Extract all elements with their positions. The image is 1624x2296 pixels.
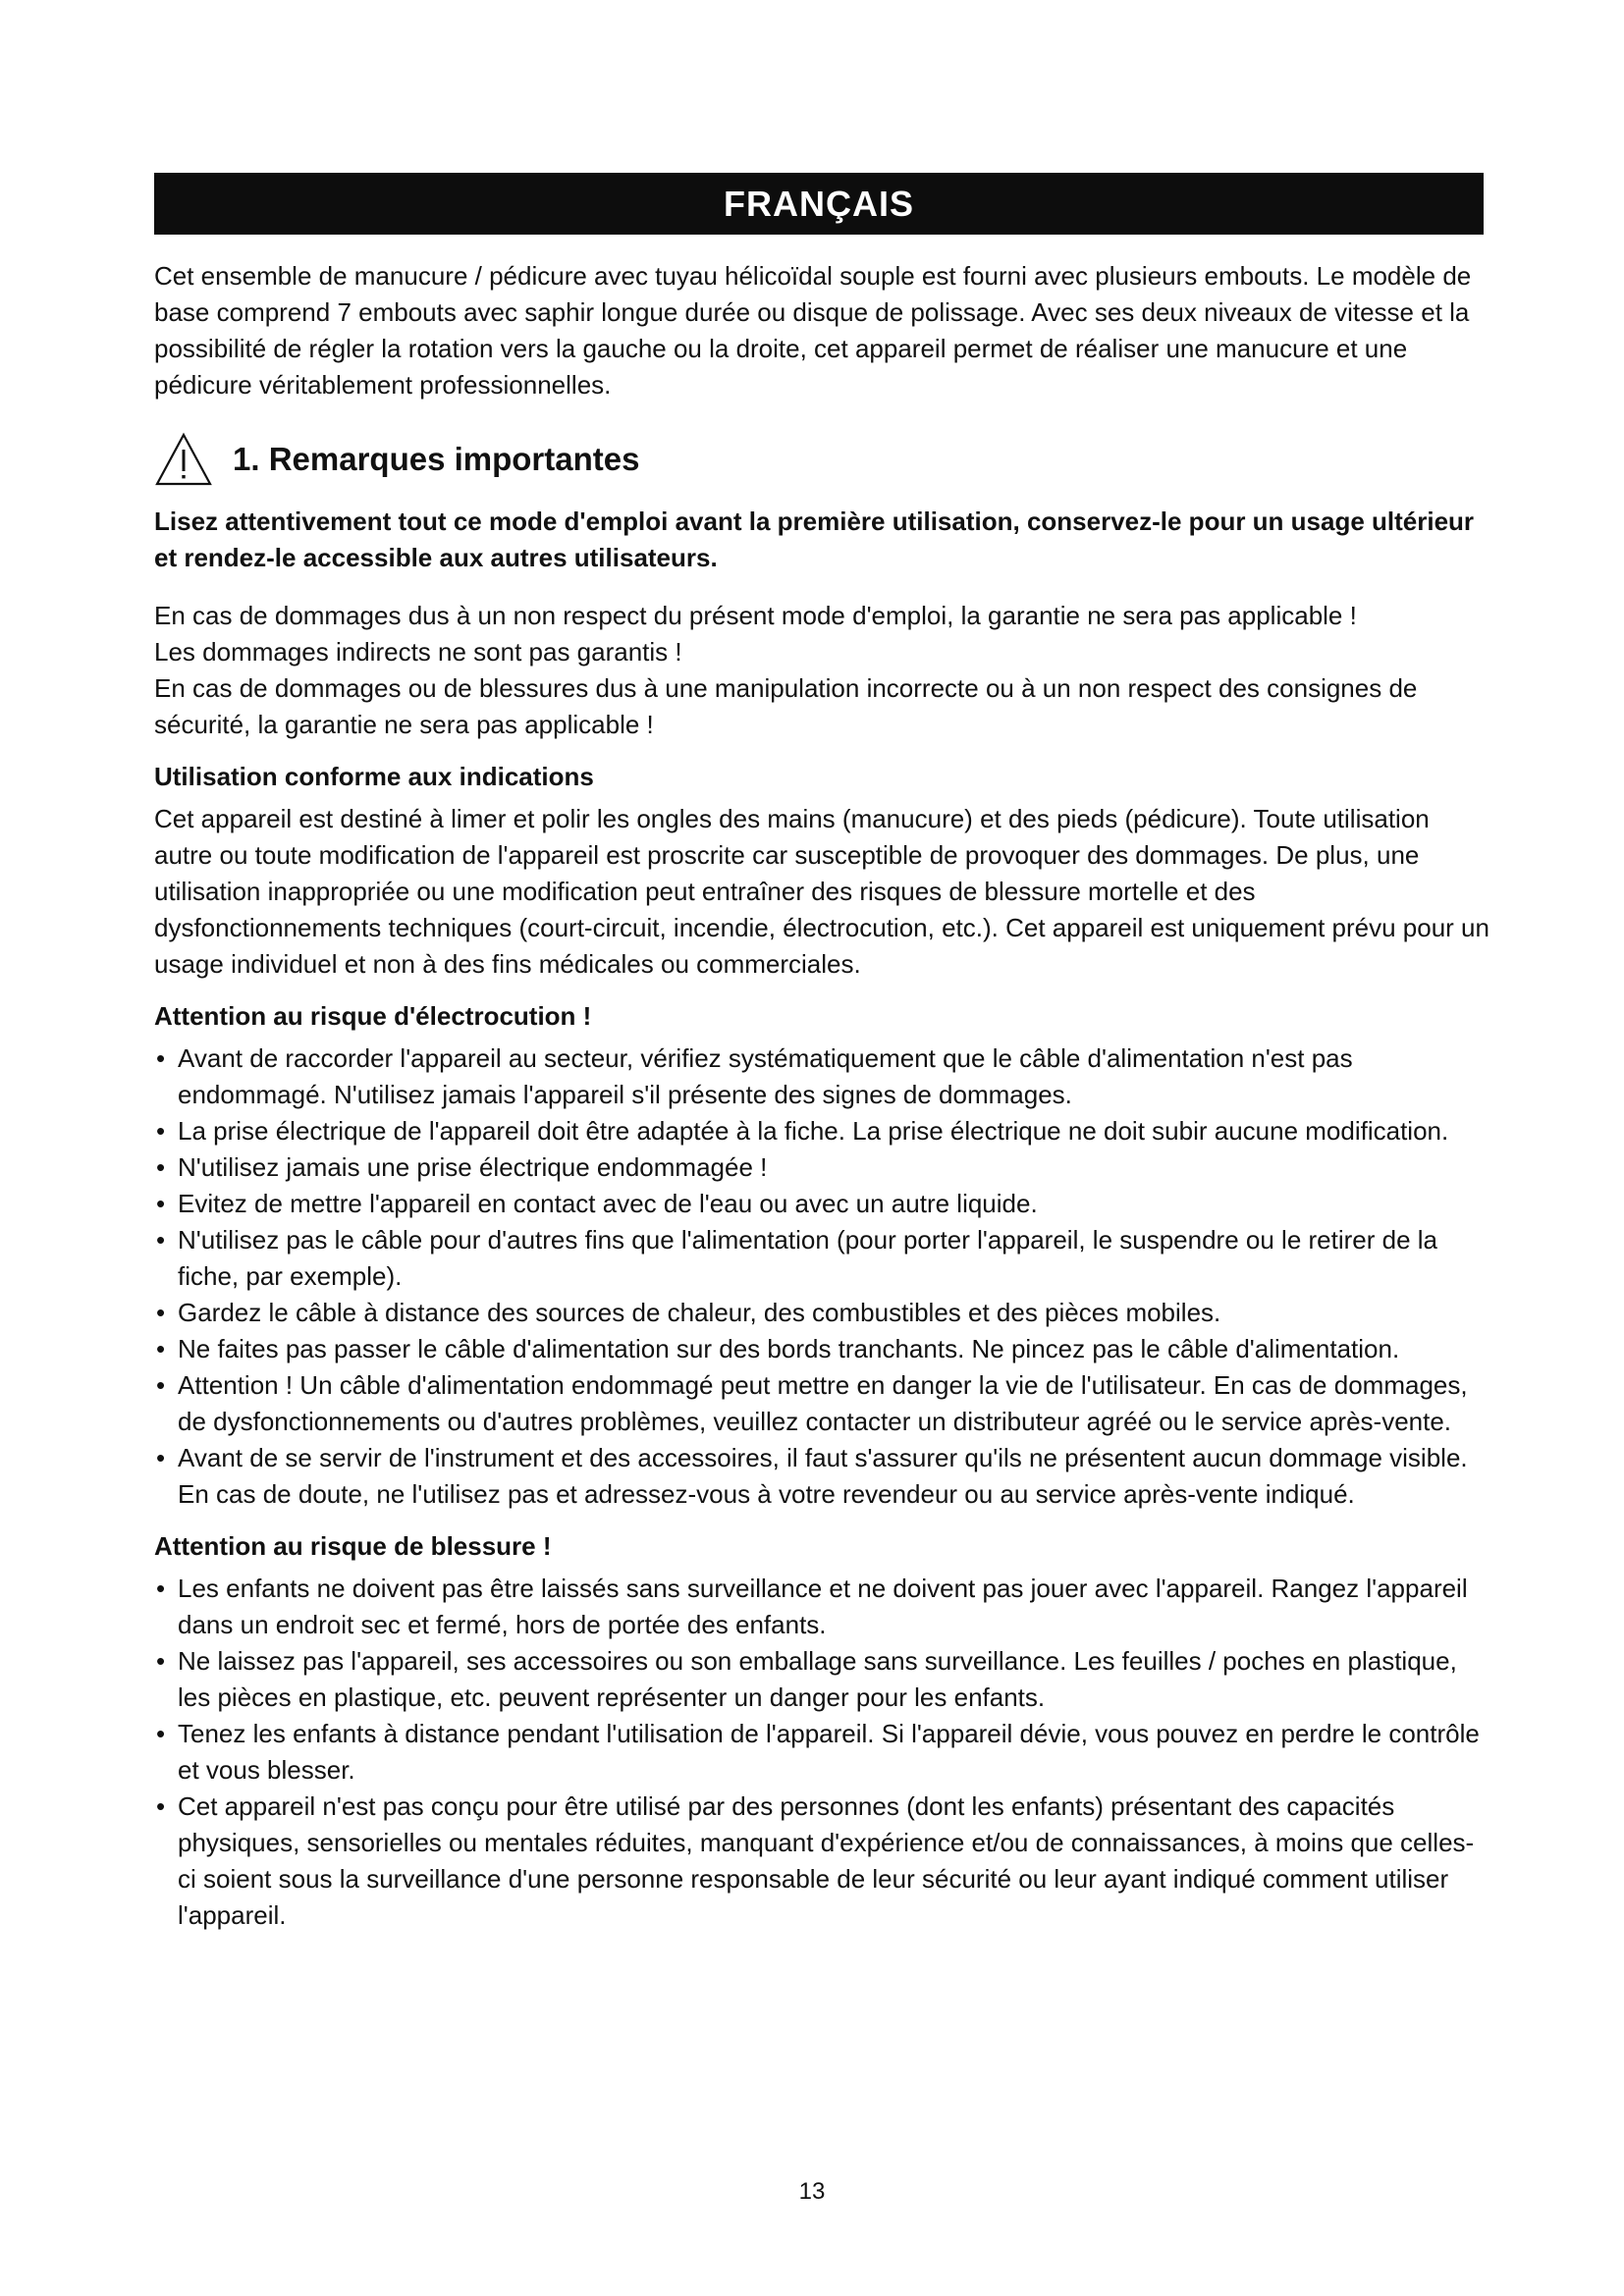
warranty-line: En cas de dommages dus à un non respect du présent mode d'emploi, la garantie ne sera pas applicable ! — [154, 601, 1357, 630]
warning-triangle-icon — [154, 432, 213, 487]
bullet-icon: • — [156, 1719, 166, 1748]
usage-paragraph: Cet appareil est destiné à limer et polir les ongles des mains (manucure) et des pieds (pédicure). Toute utilisation autre ou toute modification de l'appareil est proscrite car susceptible de provoquer des dommages. De plus, une utilisation inappropriée ou une modification peut entraîner des risques de blessure mortelle et des dysfonctionnements techniques (court-circuit, incendie, électrocution, etc.). Cet appareil est uniquement prévu pour un usage individuel et non à des fins médicales ou commerciales. — [154, 804, 1489, 979]
list-item — [154, 1440, 1489, 1513]
list-item — [154, 1041, 1489, 1113]
list-item — [154, 1331, 1489, 1367]
list-item-text: Cet appareil n'est pas conçu pour être utilisé par des personnes (dont les enfants) présentant des capacités physiques, sensorielles ou mentales réduites, manquant d'expérience et/ou de connaissances, à moins que celles-ci soient sous la surveillance d'une personne responsable de leur sécurité ou leur ayant indiqué comment utiliser l'appareil. — [178, 1791, 1475, 1930]
warranty-line: Les dommages indirects ne sont pas garantis ! — [154, 637, 682, 667]
list-item — [154, 1716, 1489, 1789]
intro-paragraph: Cet ensemble de manucure / pédicure avec tuyau hélicoïdal souple est fourni avec plusieurs embouts. Le modèle de base comprend 7 embouts avec saphir longue durée ou disque de polissage. Avec ses deux niveaux de vitesse et la possibilité de régler la rotation vers la gauche ou la droite, cet appareil permet de réaliser une manucure et une pédicure véritablement professionnelles. — [154, 261, 1472, 400]
section-heading — [154, 425, 1489, 494]
list-item-text: Attention ! Un câble d'alimentation endommagé peut mettre en danger la vie de l'utilisateur. En cas de dommages, de dysfonctionnements ou d'autres problèmes, veuillez contacter un distributeur agréé ou le service après-vente. — [178, 1370, 1468, 1436]
bullet-icon: • — [156, 1443, 166, 1472]
bullet-icon: • — [156, 1152, 166, 1182]
page-content — [154, 258, 1489, 1934]
warranty-line: En cas de dommages ou de blessures dus à une manipulation incorrecte ou à un non respect des consignes de sécurité, la garantie ne sera pas applicable ! — [154, 673, 1418, 739]
list-item-text: Tenez les enfants à distance pendant l'utilisation de l'appareil. Si l'appareil dévie, vous pouvez en perdre le contrôle et vous blesser. — [178, 1719, 1480, 1785]
page-number: 13 — [798, 2178, 826, 2205]
list-item-text: Les enfants ne doivent pas être laissés sans surveillance et ne doivent pas jouer avec l'appareil. Rangez l'appareil dans un endroit sec et fermé, hors de portée des enfants. — [178, 1574, 1468, 1639]
bullet-icon: • — [156, 1189, 166, 1218]
bullet-icon: • — [156, 1791, 166, 1821]
list-item-text: Gardez le câble à distance des sources de chaleur, des combustibles et des pièces mobiles. — [178, 1298, 1221, 1327]
bullet-icon: • — [156, 1298, 166, 1327]
bullet-icon: • — [156, 1043, 166, 1073]
list-item-text: La prise électrique de l'appareil doit être adaptée à la fiche. La prise électrique ne doit subir aucune modification. — [178, 1116, 1449, 1146]
bullet-icon: • — [156, 1646, 166, 1676]
language-banner: FRANÇAIS — [154, 173, 1484, 235]
list-item — [154, 1643, 1489, 1716]
warranty-notes — [154, 598, 1489, 743]
bullet-icon: • — [156, 1225, 166, 1255]
lead-paragraph: Lisez attentivement tout ce mode d'emploi avant la première utilisation, conservez-le pour un usage ultérieur et rendez-le accessible aux autres utilisateurs. — [154, 507, 1475, 572]
section-title: 1. Remarques importantes — [233, 441, 640, 477]
list-item-text: Evitez de mettre l'appareil en contact avec de l'eau ou avec un autre liquide. — [178, 1189, 1038, 1218]
list-item-text: N'utilisez pas le câble pour d'autres fins que l'alimentation (pour porter l'appareil, le suspendre ou le retirer de la fiche, par exemple). — [178, 1225, 1438, 1291]
list-item — [154, 1149, 1489, 1186]
electrocution-heading: Attention au risque d'électrocution ! — [154, 1001, 592, 1031]
list-item — [154, 1295, 1489, 1331]
electrocution-list — [154, 1041, 1489, 1513]
bullet-icon: • — [156, 1334, 166, 1363]
list-item-text: Ne faites pas passer le câble d'alimentation sur des bords tranchants. Ne pincez pas le câble d'alimentation. — [178, 1334, 1400, 1363]
list-item-text: N'utilisez jamais une prise électrique endommagée ! — [178, 1152, 768, 1182]
usage-heading: Utilisation conforme aux indications — [154, 762, 594, 791]
bullet-icon: • — [156, 1574, 166, 1603]
list-item-text: Avant de raccorder l'appareil au secteur, vérifiez systématiquement que le câble d'alimentation n'est pas endommagé. N'utilisez jamais l'appareil s'il présente des signes de dommages. — [178, 1043, 1353, 1109]
list-item — [154, 1571, 1489, 1643]
injury-heading: Attention au risque de blessure ! — [154, 1531, 552, 1561]
list-item — [154, 1186, 1489, 1222]
list-item — [154, 1222, 1489, 1295]
list-item — [154, 1113, 1489, 1149]
injury-list — [154, 1571, 1489, 1934]
bullet-icon: • — [156, 1116, 166, 1146]
list-item — [154, 1789, 1489, 1934]
list-item-text: Ne laissez pas l'appareil, ses accessoires ou son emballage sans surveillance. Les feuilles / poches en plastique, les pièces en plastique, etc. peuvent représenter un danger pour les enfants. — [178, 1646, 1457, 1712]
list-item-text: Avant de se servir de l'instrument et des accessoires, il faut s'assurer qu'ils ne présentent aucun dommage visible. En cas de doute, ne l'utilisez pas et adressez-vous à votre revendeur ou au service après-vente indiqué. — [178, 1443, 1468, 1509]
bullet-icon: • — [156, 1370, 166, 1400]
list-item — [154, 1367, 1489, 1440]
